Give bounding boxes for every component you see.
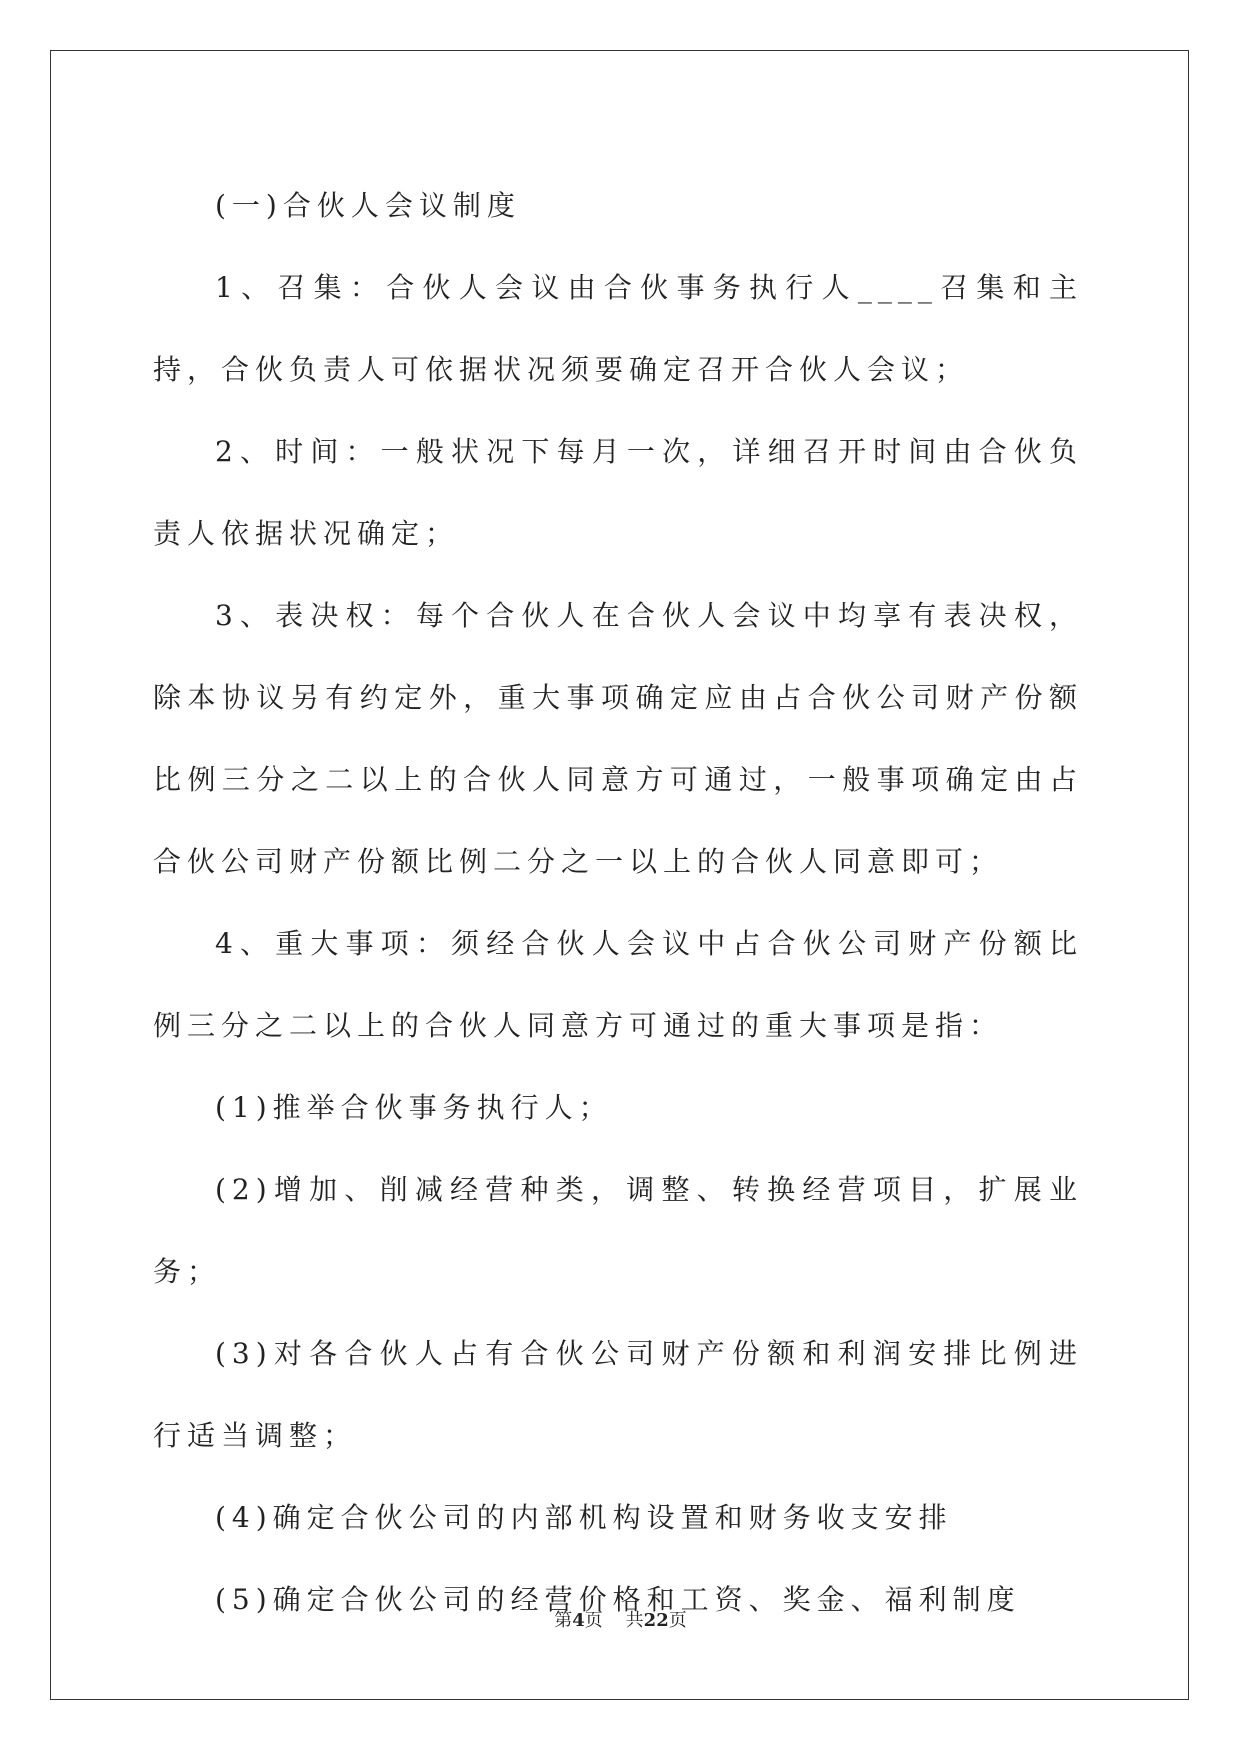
paragraph-major-matters: 4、重大事项：须经合伙人会议中占合伙公司财产份额比例三分之二以上的合伙人同意方可通过的重大事项是指：: [153, 927, 1083, 1042]
paragraph-time: 2、时间：一般状况下每月一次，详细召开时间由合伙负责人依据状况确定；: [153, 435, 1083, 550]
document-body: [153, 165, 1083, 1641]
footer-total-suffix: 页: [668, 1610, 687, 1631]
list-item: (3)对各合伙人占有合伙公司财产份额和利润安排比例进行适当调整；: [153, 1337, 1083, 1452]
page-footer: [0, 1606, 1241, 1632]
paragraph-voting-rights: 3、表决权：每个合伙人在合伙人会议中均享有表决权，除本协议另有约定外，重大事项确定应由占合伙公司财产份额比例三分之二以上的合伙人同意方可通过，一般事项确定由占合伙公司财产份额比例二分之一以上的合伙人同意即可；: [153, 599, 1083, 878]
footer-total-prefix: 共: [625, 1610, 644, 1631]
list-item: (2)增加、削减经营种类，调整、转换经营项目，扩展业务；: [153, 1173, 1083, 1288]
footer-page-suffix: 页: [584, 1610, 603, 1631]
list-item: (1)推举合伙事务执行人；: [215, 1091, 613, 1124]
list-item: (5)确定合伙公司的经营价格和工资、奖金、福利制度: [215, 1583, 1021, 1616]
section-heading: (一)合伙人会议制度: [215, 189, 521, 222]
total-page-count: 22: [643, 1610, 669, 1631]
footer-prefix: 第: [554, 1610, 573, 1631]
current-page-number: 4: [572, 1610, 585, 1631]
list-item: (4)确定合伙公司的内部机构设置和财务收支安排: [215, 1501, 953, 1534]
paragraph-convening: 1、召集：合伙人会议由合伙事务执行人____召集和主持，合伙负责人可依据状况须要确定召开合伙人会议；: [153, 271, 1083, 386]
